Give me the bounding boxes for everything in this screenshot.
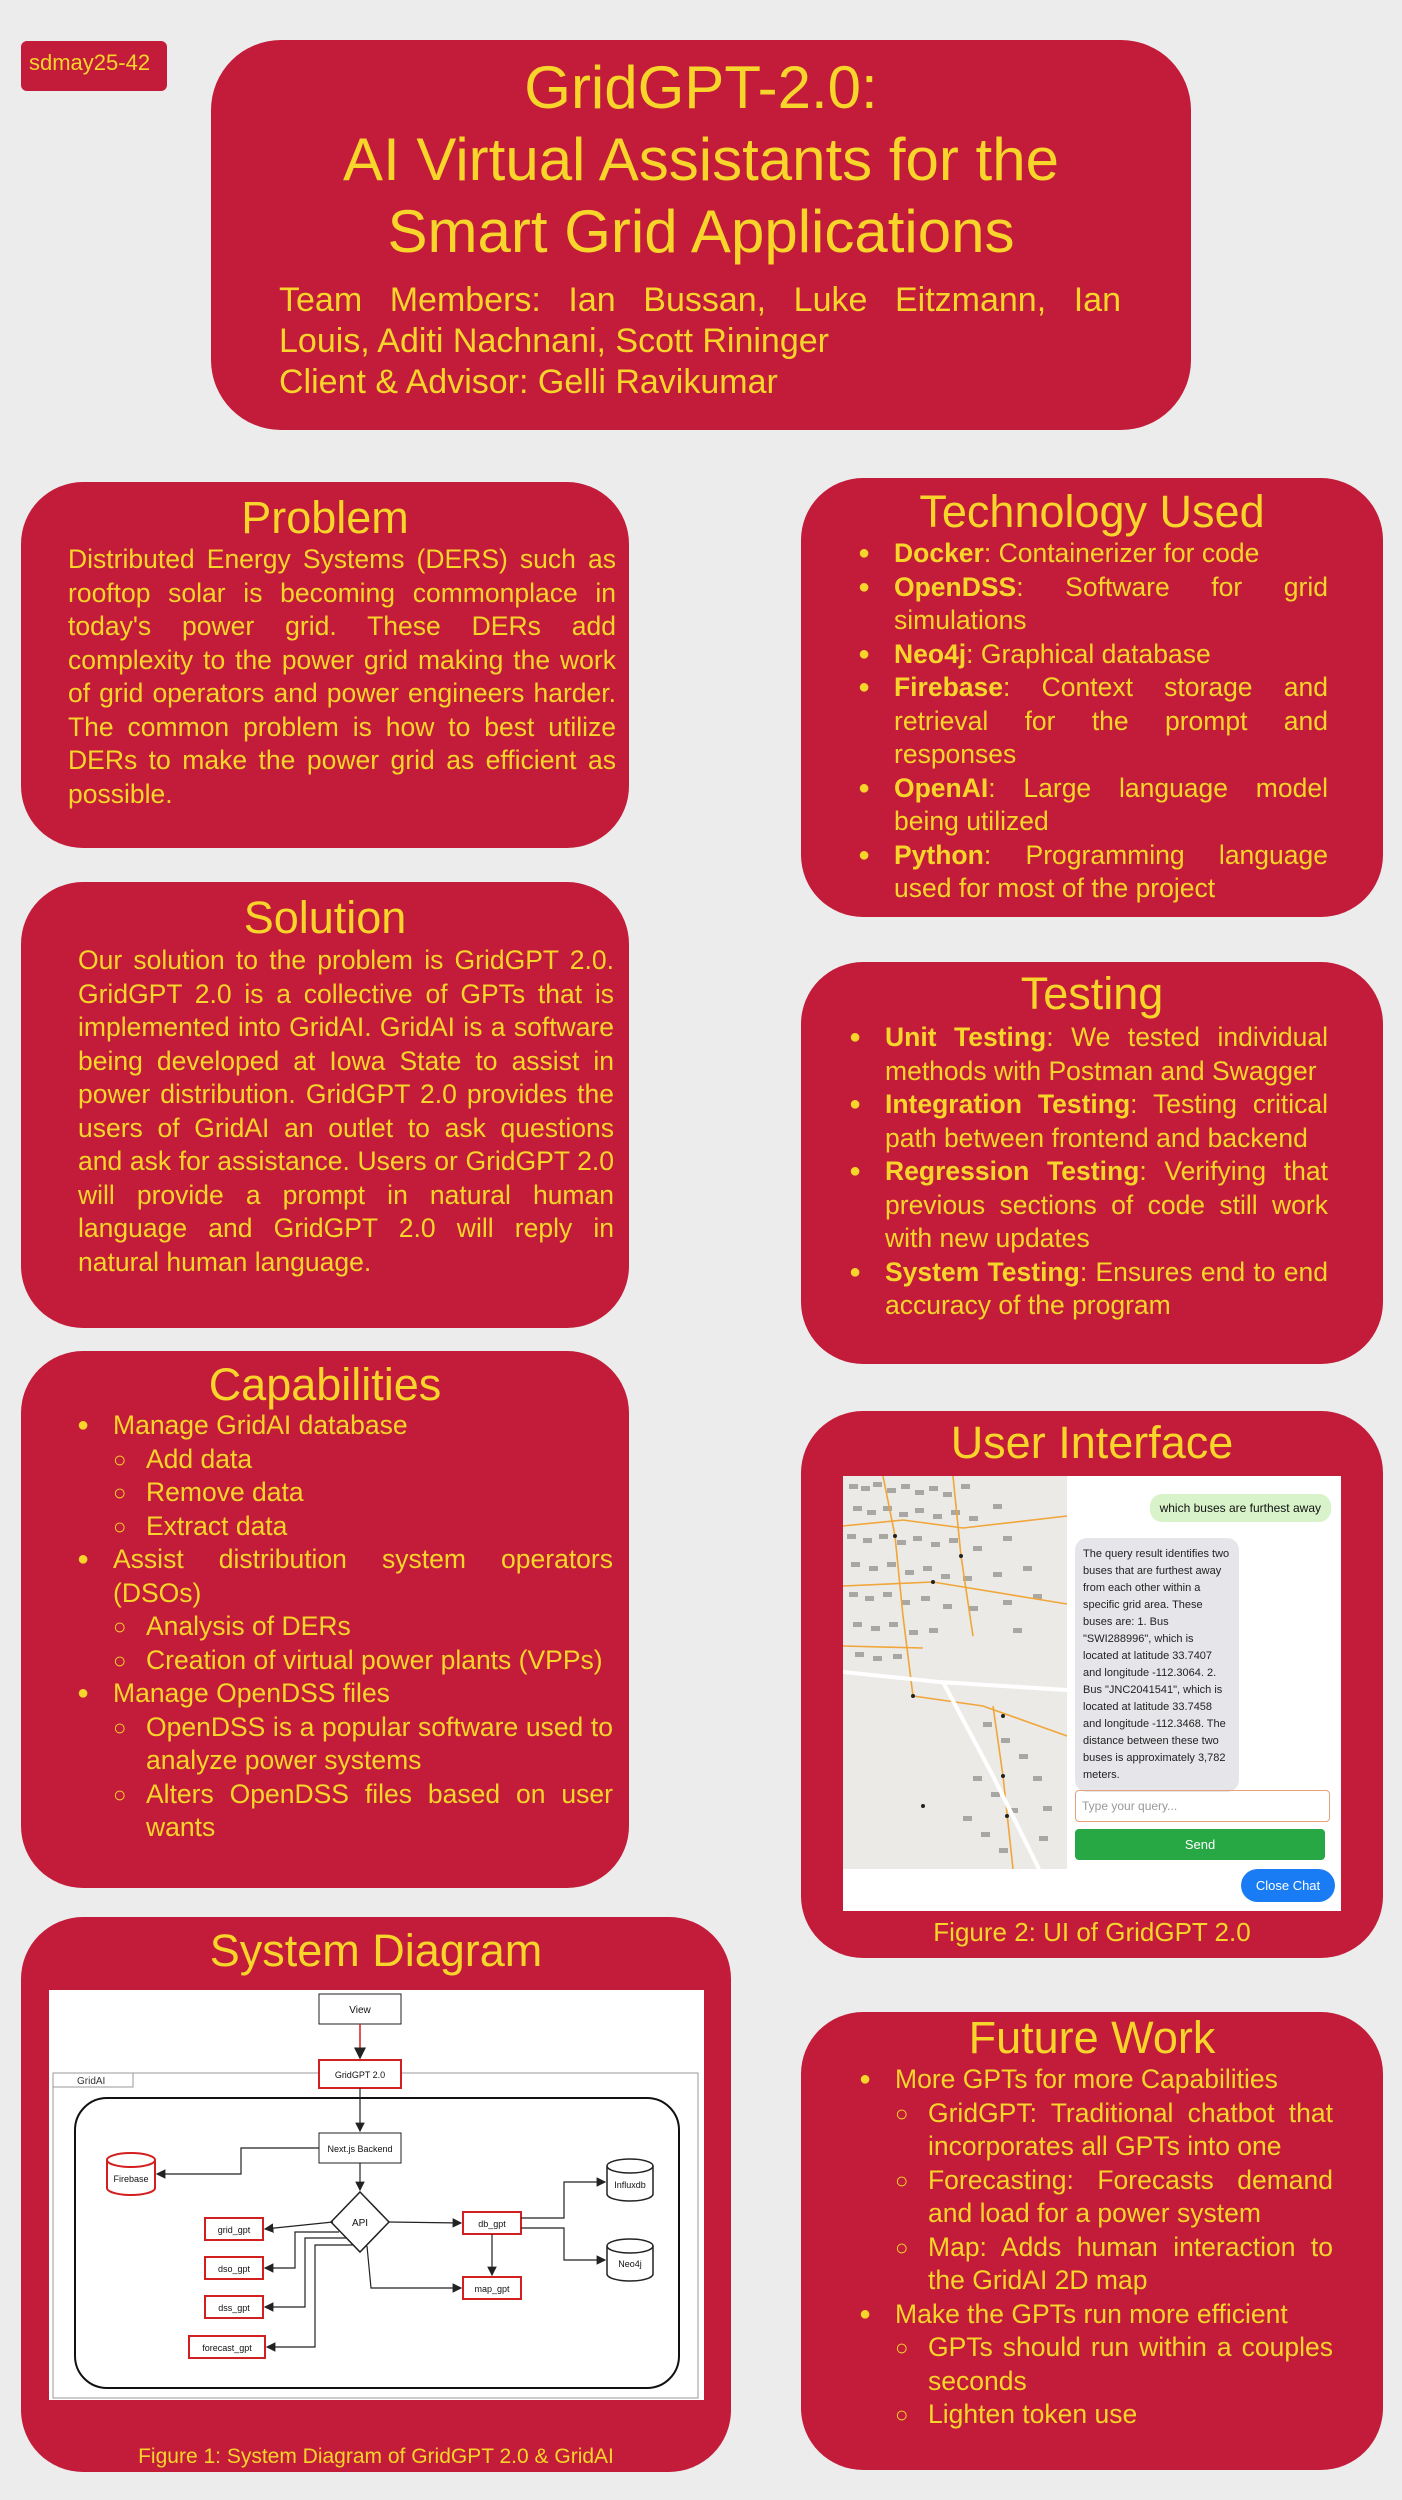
gridai-label: GridAI: [77, 2076, 106, 2087]
bot-message: The query result identifies two buses that are furthest away from each other within a specific grid area. These buses are: 1. Bus "SWI288996", which is located at latitude 33.7407 and longitude -112.3064. 2. Bus "JNC2041541", which is located at latitude 33.7458 and longitude -112.3468. The distance between these two buses is approximately 3,782 meters.: [1075, 1538, 1239, 1792]
team-tag: sdmay25-42: [21, 41, 167, 91]
map-view[interactable]: [843, 1476, 1067, 1869]
sub-list-item: ○ Extract data: [113, 1510, 613, 1544]
chat-panel: [1067, 1476, 1341, 1911]
system-diagram-panel: [21, 1917, 731, 2472]
sub-list-item: ○ Map: Adds human interaction to the GridAI 2D map: [895, 2231, 1333, 2298]
advisor-line: Client & Advisor: Gelli Ravikumar: [279, 363, 778, 401]
arrow-api-db: [389, 2222, 461, 2223]
firebase-node: [107, 2153, 155, 2195]
list-item: ● OpenAI: Large language model being utilized: [858, 772, 1328, 839]
capabilities-title: Capabilities: [208, 1359, 442, 1410]
neo4j-label: Neo4j: [618, 2259, 642, 2269]
grid-gpt-label: grid_gpt: [217, 2225, 251, 2235]
team-members-line: Team Members: Ian Bussan, Luke Eitzmann, Ian: [279, 281, 1121, 319]
technology-title: Technology Used: [919, 486, 1265, 537]
arrow-backend-firebase: [157, 2148, 319, 2174]
title-line: GridGPT-2.0:: [524, 54, 878, 121]
sub-list-item: ○ Lighten token use: [895, 2398, 1333, 2432]
user-interface-title: User Interface: [950, 1417, 1234, 1468]
system-diagram-title: System Diagram: [209, 1925, 543, 1976]
arrow-db-neo4j: [521, 2228, 605, 2260]
list-item: ● Neo4j: Graphical database: [858, 638, 1328, 672]
sub-list-item: ○ GPTs should run within a couples seconds: [895, 2331, 1333, 2398]
future-work-list: [859, 2063, 1333, 2432]
sub-list-item: ○ Remove data: [113, 1476, 613, 1510]
sub-list-item: ○ Creation of virtual power plants (VPPs): [113, 1644, 613, 1678]
view-label: View: [349, 2005, 371, 2016]
sub-list-item: ○ Forecasting: Forecasts demand and load for a power system: [895, 2164, 1333, 2231]
capabilities-list: [77, 1409, 613, 1845]
arrow-api-forecast: [267, 2245, 353, 2347]
solution-title: Solution: [243, 892, 407, 943]
capabilities-panel: [21, 1351, 629, 1888]
map-svg: [843, 1476, 1067, 1869]
future-work-title: Future Work: [968, 2012, 1216, 2063]
problem-panel: [21, 482, 629, 848]
close-chat-button[interactable]: Close Chat: [1241, 1869, 1335, 1902]
sub-list-item: ○ Alters OpenDSS files based on user wants: [113, 1778, 613, 1845]
dso-gpt-label: dso_gpt: [217, 2264, 251, 2274]
forecast-gpt-label: forecast_gpt: [202, 2343, 252, 2353]
technology-panel: [801, 478, 1383, 917]
list-item: ● Unit Testing: We tested individual methods with Postman and Swagger: [849, 1021, 1328, 1088]
sub-list-item: ○ Add data: [113, 1443, 613, 1477]
list-item: ● OpenDSS: Software for grid simulations: [858, 571, 1328, 638]
arrow-api-map: [367, 2246, 461, 2288]
list-item: ● Regression Testing: Verifying that previous sections of code still work with new updates: [849, 1155, 1328, 1256]
list-item: ● Make the GPTs run more efficient ○ GPTs should run within a couples seconds ○ Lighten token use: [859, 2298, 1333, 2432]
sub-list-item: ○ OpenDSS is a popular software used to analyze power systems: [113, 1711, 613, 1778]
send-button[interactable]: Send: [1075, 1829, 1325, 1860]
poster-title: [211, 52, 1191, 268]
title-line: Smart Grid Applications: [387, 198, 1015, 265]
api-label: API: [351, 2218, 369, 2229]
arrow-api-dss: [265, 2238, 346, 2307]
gridgpt-label: GridGPT 2.0: [334, 2070, 386, 2080]
list-item: ● Firebase: Context storage and retrieval for the prompt and responses: [858, 671, 1328, 772]
testing-list: [849, 1021, 1328, 1323]
influxdb-node: [607, 2159, 653, 2201]
neo4j-node: [607, 2239, 653, 2281]
testing-title: Testing: [1020, 968, 1164, 1019]
user-interface-panel: [801, 1411, 1383, 1958]
backend-label: Next.js Backend: [327, 2144, 393, 2154]
title-line: AI Virtual Assistants for the: [343, 126, 1059, 193]
list-item: ● Manage GridAI database ○ Add data ○ Remove data ○ Extract data: [77, 1409, 613, 1543]
team-info: [279, 280, 1121, 403]
user-message: which buses are furthest away: [1150, 1494, 1331, 1522]
figure-1-caption: Figure 1: System Diagram of GridGPT 2.0 & GridAI: [138, 2445, 614, 2468]
ui-screenshot: [843, 1476, 1341, 1911]
list-item: ● Integration Testing: Testing critical path between frontend and backend: [849, 1088, 1328, 1155]
future-work-panel: [801, 2012, 1383, 2470]
arrow-api-dso: [265, 2232, 339, 2268]
testing-panel: [801, 962, 1383, 1364]
list-item: ● Assist distribution system operators (DSOs) ○ Analysis of DERs ○ Creation of virtual power plants (VPPs): [77, 1543, 613, 1677]
arrow-api-grid: [265, 2222, 333, 2229]
team-members-line: Louis, Aditi Nachnani, Scott Rininger: [279, 322, 829, 360]
solution-panel: [21, 882, 629, 1328]
map-gpt-label: map_gpt: [474, 2284, 510, 2294]
header-panel: [211, 40, 1191, 430]
db-gpt-label: db_gpt: [478, 2219, 506, 2229]
sub-list-item: ○ GridGPT: Traditional chatbot that incorporates all GPTs into one: [895, 2097, 1333, 2164]
list-item: ● System Testing: Ensures end to end accuracy of the program: [849, 1256, 1328, 1323]
query-input[interactable]: Type your query...: [1075, 1790, 1330, 1822]
influxdb-label: Influxdb: [614, 2180, 646, 2190]
dss-gpt-label: dss_gpt: [218, 2303, 250, 2313]
problem-text: Distributed Energy Systems (DERS) such as rooftop solar is becoming commonplace in today's power grid. These DERs add complexity to the power grid making the work of grid operators and power engineers harder. The common problem is how to best utilize DERs to make the power grid as efficient as possible.: [68, 544, 616, 809]
list-item: ● Manage OpenDSS files ○ OpenDSS is a popular software used to analyze power systems ○ Alters OpenDSS files based on user wants: [77, 1677, 613, 1845]
diagram-svg: [49, 1990, 704, 2400]
list-item: ● More GPTs for more Capabilities ○ GridGPT: Traditional chatbot that incorporates all GPTs into one ○ Forecasting: Forecasts demand and load for a power system ○ Map: Adds human interaction to the GridAI 2D map: [859, 2063, 1333, 2298]
list-item: ● Python: Programming language used for most of the project: [858, 839, 1328, 906]
technology-list: [858, 537, 1328, 906]
list-item: ● Docker: Containerizer for code: [858, 537, 1328, 571]
system-diagram: [49, 1990, 704, 2400]
solution-text: Our solution to the problem is GridGPT 2.0. GridGPT 2.0 is a collective of GPTs that is implemented into GridAI. GridAI is a software being developed at Iowa State to assist in power distribution. GridGPT 2.0 provides the users of GridAI an outlet to ask questions and ask for assistance. Users or GridGPT 2.0 will provide a prompt in natural human language and GridGPT 2.0 will reply in natural human language.: [78, 945, 614, 1277]
firebase-label: Firebase: [113, 2174, 149, 2184]
arrow-db-influx: [521, 2182, 605, 2218]
sub-list-item: ○ Analysis of DERs: [113, 1610, 613, 1644]
figure-2-caption: Figure 2: UI of GridGPT 2.0: [933, 1917, 1251, 1947]
problem-title: Problem: [241, 492, 409, 543]
